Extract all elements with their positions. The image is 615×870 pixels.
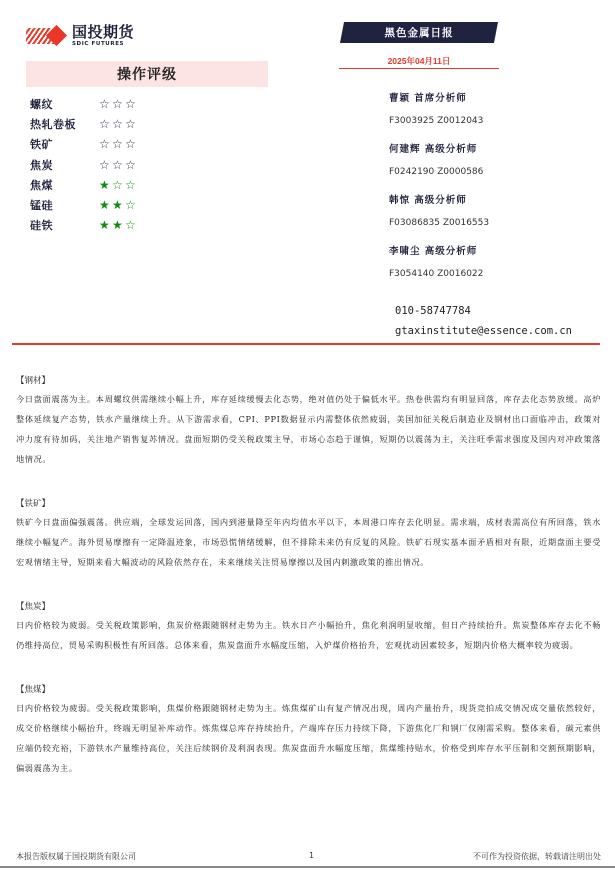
rating-name: 焦炭 <box>30 158 53 172</box>
section-iron-ore <box>16 496 601 572</box>
sdic-logo-icon <box>26 25 70 47</box>
contact-phone: 010-58747784 <box>395 305 471 317</box>
star-rating <box>99 199 138 211</box>
analyst-license-id: F3054140 Z0016022 <box>389 269 484 279</box>
analyst-list <box>389 90 489 294</box>
logo-name-en: SDIC FUTURES <box>72 40 125 47</box>
report-type-banner <box>340 22 498 43</box>
rating-name: 热轧卷板 <box>30 118 76 132</box>
section-body: 日内价格较为疲弱。受关税政策影响，焦炭价格跟随钢材走势为主。铁水日产小幅抬升，焦化利润明显收缩，但日产持续抬升。焦炭整体库存去化不畅仍维持高位，贸易采购积极性有所回落。总体来看，焦炭盘面升水幅度压缩，入炉煤价格抬升，宏观扰动因素较多，短期内价格大概率较为疲弱。 <box>16 620 601 650</box>
rating-row-hot-rolled-coil <box>30 114 138 134</box>
star-empty-icon: ☆ <box>112 157 123 172</box>
rating-row-iron-ore <box>30 134 138 154</box>
rating-name: 铁矿 <box>30 138 53 152</box>
star-filled-icon: ★ <box>112 198 123 213</box>
analyst-entry <box>389 141 489 192</box>
star-empty-icon: ☆ <box>125 177 136 192</box>
header-divider <box>12 343 600 345</box>
star-empty-icon: ☆ <box>112 117 123 132</box>
rating-list <box>30 94 138 235</box>
star-filled-icon: ★ <box>99 198 110 213</box>
star-filled-icon: ★ <box>112 218 123 233</box>
report-sections <box>16 373 601 805</box>
analyst-entry <box>389 243 489 294</box>
star-empty-icon: ☆ <box>99 117 110 132</box>
analyst-license-id: F0242190 Z0000586 <box>389 167 484 177</box>
star-empty-icon: ☆ <box>99 137 110 152</box>
star-empty-icon: ☆ <box>99 157 110 172</box>
star-empty-icon: ☆ <box>112 177 123 192</box>
footer-copyright: 本报告版权属于国投期货有限公司 <box>16 852 136 861</box>
date-divider <box>339 68 499 69</box>
section-heading: 【钢材】 <box>16 376 51 386</box>
star-filled-icon: ★ <box>99 218 110 233</box>
rating-name: 硅铁 <box>30 219 53 233</box>
rating-row-coke <box>30 155 138 175</box>
logo-name-cn: 国投期货 <box>72 22 135 41</box>
star-empty-icon: ☆ <box>99 97 110 112</box>
contact-email[interactable]: gtaxinstitute@essence.com.cn <box>395 325 573 337</box>
footer-disclaimer: 不可作为投资依据，转载请注明出处 <box>473 852 601 861</box>
star-empty-icon: ☆ <box>112 137 123 152</box>
star-empty-icon: ☆ <box>125 137 136 152</box>
rating-name: 焦煤 <box>30 178 53 192</box>
analyst-entry <box>389 90 489 141</box>
section-coking-coal <box>16 682 601 778</box>
star-empty-icon: ☆ <box>125 117 136 132</box>
section-heading: 【铁矿】 <box>16 499 51 509</box>
star-empty-icon: ☆ <box>125 157 136 172</box>
star-empty-icon: ☆ <box>125 218 136 233</box>
star-empty-icon: ☆ <box>125 97 136 112</box>
star-rating <box>99 219 138 231</box>
section-body: 日内价格较为疲弱。受关税政策影响，焦煤价格跟随钢材走势为主。炼焦煤矿山有复产情况出现，周内产量抬升，现货竞拍成交情况成交量依然较好，成交价格继续小幅抬升，终端无明显补库动作。炼焦煤总库存持续抬升，产端库存压力持续下降，下游焦化厂和钢厂仅刚需采购。整体来看，碳元素供应端仍较充裕，下游铁水产量维持高位，关注后续钢价及利润表现。焦炭盘面升水幅度压缩，焦煤维持贴水，价格受到库存水平压制和交割预期影响，偏弱震荡为主。 <box>16 703 601 773</box>
page-number: 1 <box>309 851 315 860</box>
rating-name: 螺纹 <box>30 98 53 112</box>
star-rating <box>99 138 138 150</box>
rating-title: 操作评级 <box>26 61 268 87</box>
star-rating <box>99 159 138 171</box>
report-type-label: 黑色金属日报 <box>384 27 454 39</box>
star-empty-icon: ☆ <box>125 198 136 213</box>
footer-divider <box>0 866 615 868</box>
star-filled-icon: ★ <box>99 177 110 192</box>
section-heading: 【焦煤】 <box>16 685 51 695</box>
section-steel <box>16 373 601 469</box>
rating-row-ferrosilicon <box>30 215 138 235</box>
analyst-name: 何建辉 高级分析师 <box>389 144 478 155</box>
analyst-name: 韩惊 高级分析师 <box>389 195 467 206</box>
company-logo <box>26 24 134 48</box>
rating-row-silicomanganese <box>30 195 138 215</box>
star-rating <box>99 98 138 110</box>
report-date: 2025年04月11日 <box>387 56 451 66</box>
analyst-name: 曹颖 首席分析师 <box>389 93 467 104</box>
section-body: 今日盘面震荡为主。本周螺纹供需继续小幅上升，库存延续缓慢去化态势，绝对值仍处于偏低水平。热卷供需均有明显回落，库存去化态势放缓。高炉整体延续复产态势，铁水产量继续上升。从下游需求看，CPI、PPI数据显示内需整体依然疲弱，美国加征关税后制造业及钢材出口面临冲击，政策对冲力度有待加码，关注地产销售复苏情况。盘面短期仍受关税政策主导，市场心态趋于谨慎，短期仍以震荡为主，关注旺季需求强度及国内对冲政策落地情况。 <box>16 394 601 464</box>
star-rating <box>99 179 138 191</box>
analyst-license-id: F3003925 Z0012043 <box>389 116 484 126</box>
rating-row-rebar <box>30 94 138 114</box>
rating-row-coking-coal <box>30 175 138 195</box>
analyst-name: 李啸尘 高级分析师 <box>389 246 478 257</box>
section-coke <box>16 599 601 655</box>
section-heading: 【焦炭】 <box>16 602 51 612</box>
star-empty-icon: ☆ <box>112 97 123 112</box>
star-rating <box>99 118 138 130</box>
section-body: 铁矿今日盘面偏强震荡。供应端，全球发运回落，国内到港量降至年内均值水平以下，本周港口库存去化明显。需求端，成材表需高位有所回落，铁水继续小幅复产。海外贸易摩擦有一定降温迹象，市场恐慌情绪缓解，但不排除未来仍有反复的风险。铁矿石现实基本面矛盾相对有限，近期盘面主要受宏观情绪主导，短期来看大幅波动的风险依然存在，未来继续关注贸易摩擦以及国内刺激政策的推出情况。 <box>16 517 601 567</box>
page-footer <box>16 851 601 863</box>
rating-name: 锰硅 <box>30 199 53 213</box>
analyst-license-id: F03086835 Z0016553 <box>389 218 490 228</box>
analyst-entry <box>389 192 489 243</box>
contact-info <box>395 305 572 345</box>
